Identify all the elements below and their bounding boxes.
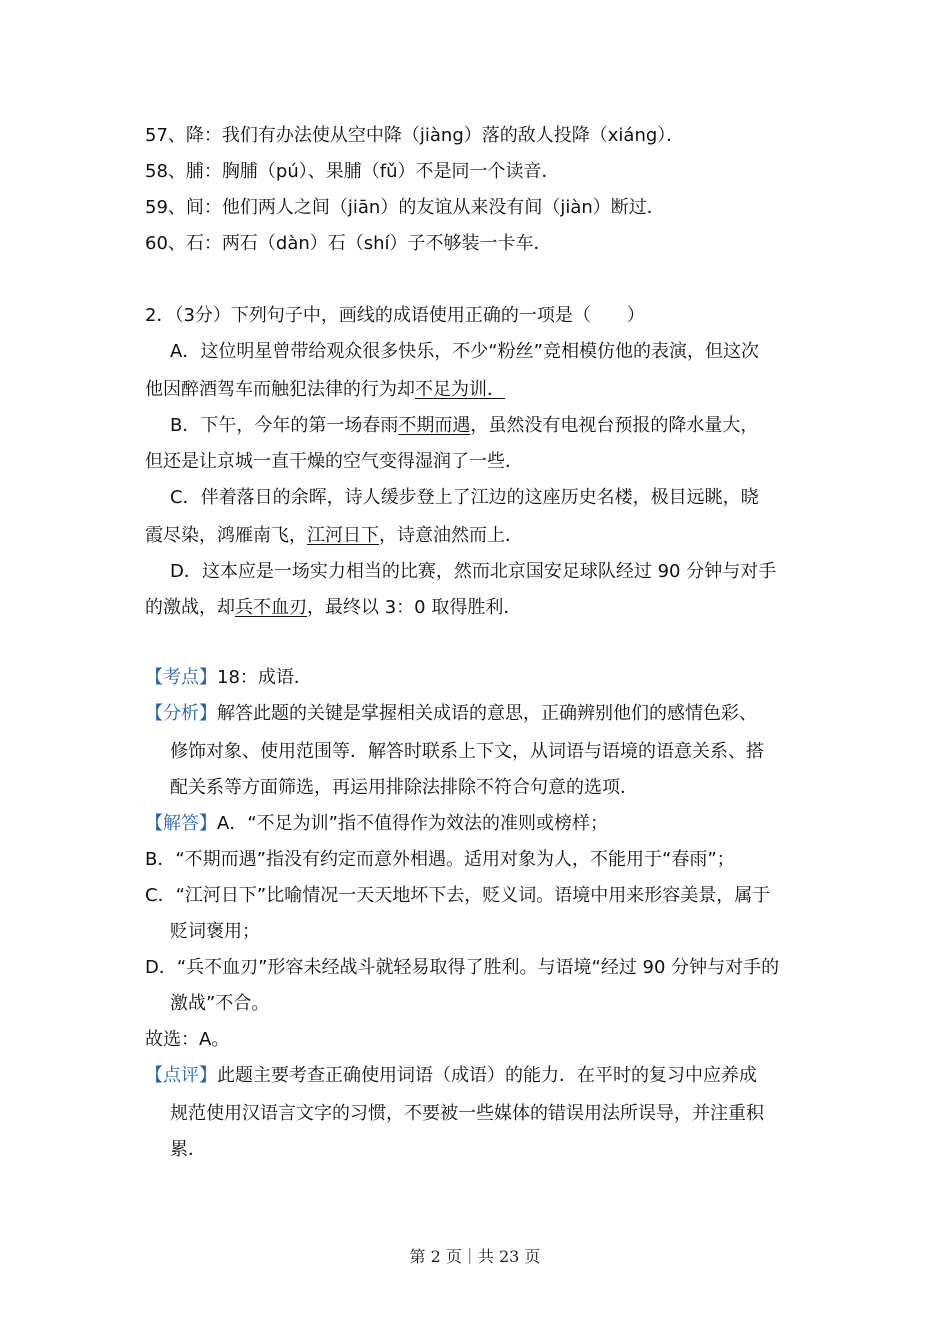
option-b-line1: B．下午，今年的第一场春雨不期而遇，虽然没有电视台预报的降水量大， — [170, 415, 759, 436]
question-stem: 2．（3分）下列句子中，画线的成语使用正确的一项是（ ） — [145, 305, 645, 326]
option-d-line2: 的激战，却兵不血刃，最终以 3：0 取得胜利． — [145, 597, 522, 618]
jieda-line: D．“兵不血刃”形容未经战斗就轻易取得了胜利。与语境“经过 90 分钟与对手的 — [145, 957, 780, 978]
fenxi-line: 配关系等方面筛选，再运用排除法排除不符合句意的选项． — [170, 777, 638, 798]
list-item: 57、降：我们有办法使从空中降（jiàng）落的敌人投降（xiáng）． — [145, 125, 685, 146]
option-c-line1: C．伴着落日的余晖，诗人缓步登上了江边的这座历史名楼，极目远眺，晓 — [170, 487, 759, 508]
fenxi-line: 修饰对象、使用范围等．解答时联系上下文，从词语与语境的语意关系、搭 — [170, 741, 764, 762]
underlined-idiom: 江河日下 — [307, 525, 379, 546]
fenxi-label: 【分析】 — [145, 703, 217, 724]
option-a-line1: A．这位明星曾带给观众很多快乐，不少“粉丝”竞相模仿他的表演，但这次 — [170, 341, 759, 362]
dianping-row: 【点评】此题主要考查正确使用词语（成语）的能力．在平时的复习中应养成 — [145, 1065, 757, 1086]
kaodian-label: 【考点】 — [145, 667, 217, 688]
fenxi-row: 【分析】解答此题的关键是掌握相关成语的意思，正确辨别他们的感情色彩、 — [145, 703, 757, 724]
list-item: 58、脯：胸脯（pú）、果脯（fǔ）不是同一个读音． — [145, 161, 560, 182]
jieda-line: C．“江河日下”比喻情况一天天地坏下去，贬义词。语境中用来形容美景，属于 — [145, 885, 771, 906]
jieda-line: 激战”不合。 — [170, 993, 270, 1014]
underlined-idiom: 不期而遇 — [398, 415, 471, 436]
page-footer: 第 2 页｜共 23 页 — [409, 1247, 541, 1266]
jieda-label: 【解答】 — [145, 813, 217, 834]
jieda-answer: 故选：A。 — [145, 1029, 230, 1050]
dianping-label: 【点评】 — [145, 1065, 217, 1086]
underlined-idiom: 兵不血刃 — [235, 597, 307, 618]
option-d-line1: D．这本应是一场实力相当的比赛，然而北京国安足球队经过 90 分钟与对手 — [170, 561, 777, 582]
underlined-idiom: 不足为训． — [415, 379, 505, 400]
list-item: 59、间：他们两人之间（jiān）的友谊从来没有间（jiàn）断过． — [145, 197, 665, 218]
dianping-line: 规范使用汉语言文字的习惯，不要被一些媒体的错误用法所误导，并注重积 — [170, 1103, 764, 1124]
jieda-line: 贬词褒用； — [170, 921, 260, 942]
option-a-line2: 他因醉酒驾车而触犯法律的行为却不足为训． — [145, 379, 505, 400]
jieda-line: B．“不期而遇”指没有约定而意外相遇。适用对象为人，不能用于“春雨”； — [145, 849, 735, 870]
option-b-line2: 但还是让京城一直干燥的空气变得湿润了一些． — [145, 451, 523, 472]
option-c-line2: 霞尽染，鸿雁南飞，江河日下，诗意油然而上． — [145, 525, 523, 546]
dianping-line: 累． — [170, 1139, 206, 1160]
jieda-row: 【解答】A．“不足为训”指不值得作为效法的准则或榜样； — [145, 813, 608, 834]
kaodian-row: 【考点】18：成语． — [145, 667, 312, 688]
list-item: 60、石：两石（dàn）石（shí）子不够装一卡车． — [145, 233, 552, 254]
